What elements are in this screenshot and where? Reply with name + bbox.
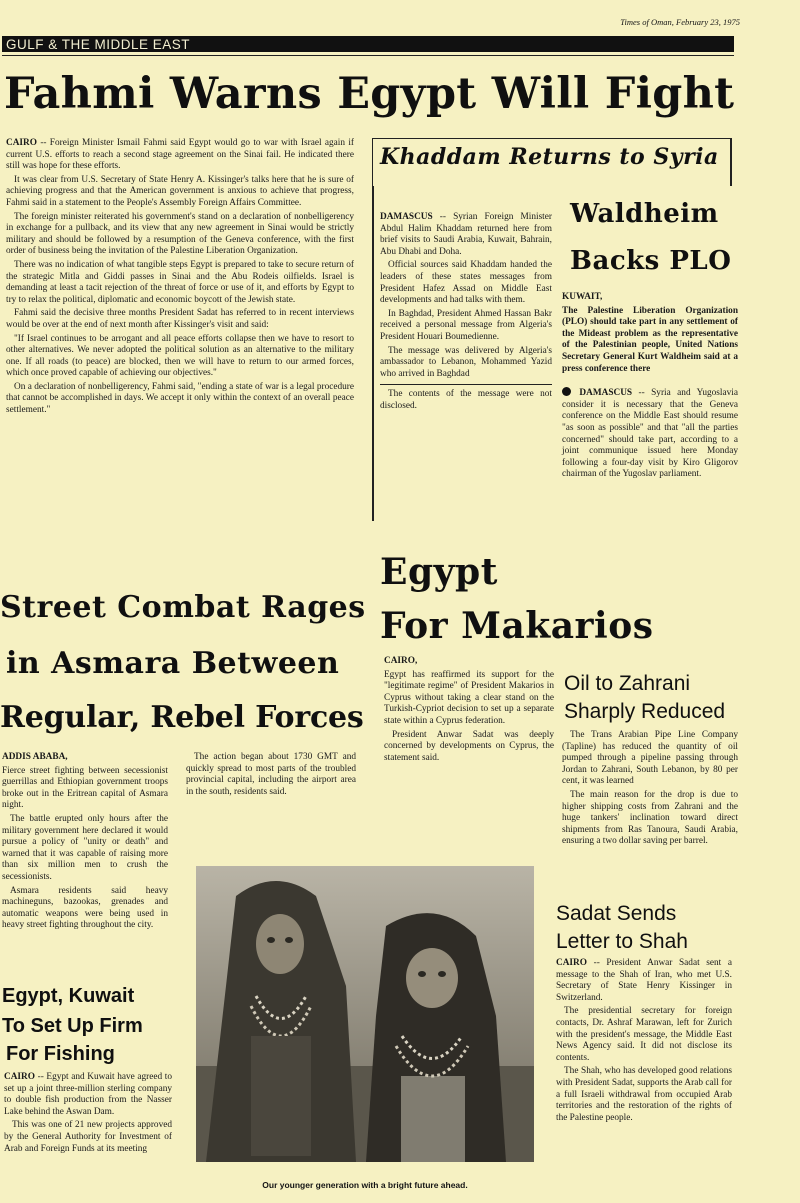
headline-oil-2: Sharply Reduced	[564, 700, 726, 723]
article-oil-body	[562, 730, 738, 850]
headline-waldheim-2: Backs PLO	[570, 246, 732, 276]
photo-illustration	[196, 866, 534, 1162]
paragraph: "If Israel continues to be arrogant and all peace efforts collapse then we have to resort to other alternatives. We never adopted the political solution as an alternative to the military one. If all roads (to peace) are blocked, then we will have to return to our armed forces, which once proved capable of achieving our objectives."	[6, 333, 354, 379]
section-banner-label: GULF & THE MIDDLE EAST	[6, 37, 191, 52]
paragraph: The Trans Arabian Pipe Line Company (Tapline) has reduced the quantity of oil pumped through a pipeline passing through Jordan to Zahrani, South Lebanon, by 80 per cent, it was learned	[562, 730, 738, 787]
article-asmara-col1	[2, 752, 168, 934]
paragraph: -- Egypt and Kuwait have agreed to set up a joint three-million sterling company to double fish production from the Nasser Lake behind the Aswan Dam.	[4, 1072, 172, 1117]
paragraph: It was clear from U.S. Secretary of State Henry A. Kissinger's talks here that he is sure of achieving progress and that the American government is anxious to achieve that progress, Fahmi said in a statement to the People's Assembly Foreign Affairs Committee.	[6, 174, 354, 208]
paragraph: -- Syria and Yugoslavia consider it is necessary that the Geneva conference on the Middle East should resume "as soon as possible" and that "all the parties concerned" should take part, according to a joint communique issued here Monday following a four-day visit by Kiro Gligorov chairman of the Yugoslav parliament.	[562, 388, 738, 480]
headline-makarios-2: For Makarios	[380, 605, 654, 647]
dateline-sadat: CAIRO	[556, 958, 587, 968]
photo-caption: Our younger generation with a bright future ahead.	[262, 1180, 468, 1190]
paragraph: The action began about 1730 GMT and quickly spread to most parts of the troubled provincial capital, including the airport area in the south, residents said.	[186, 752, 356, 797]
paragraph: Egypt has reaffirmed its support for the "legitimate regime" of President Makarios in Cyprus without taking a clear stand on the Turkish-Cypriot decision to set up a separate state within a Cyprus federation.	[384, 669, 554, 726]
paragraph: The message was delivered by Algeria's ambassador to Lebanon, Mohammed Yazid who arrived in Baghdad	[380, 345, 552, 379]
paragraph: -- Syrian Foreign Minister Abdul Halim Khaddam returned here from brief visits to Saudi Arabia, Kuwait, Bahrain, Abu Dhabi and Doha.	[380, 212, 552, 257]
bullet-icon	[562, 387, 571, 396]
headline-fahmi: Fahmi Warns Egypt Will Fight	[4, 69, 735, 119]
headline-fishing-1: Egypt, Kuwait	[2, 985, 135, 1007]
paragraph: -- Foreign Minister Ismail Fahmi said Egypt would go to war with Israel again if current U.S. efforts to reach a second stage agreement on the Sinai fail. He indicated there still was hope for these efforts.	[6, 138, 355, 172]
article-fishing-body	[4, 1072, 172, 1157]
headline-asmara-1: Street Combat Rages	[0, 590, 366, 625]
paragraph: The Palestine Liberation Organization (PLO) should take part in any settlement of the Mideast problem as the representative of the Palestinian people, United Nations Secretary General Kurt Waldheim said at a press conference there	[562, 305, 738, 374]
article-khaddam-body	[380, 212, 552, 415]
headline-fishing-2: To Set Up Firm	[2, 1015, 143, 1037]
paragraph: Fahmi said the decisive three months President Sadat has referred to in recent interviews would be over at the end of next month after Kissinger's visit and said:	[6, 308, 354, 330]
section-banner	[2, 36, 734, 52]
dateline-waldheim: KUWAIT,	[562, 292, 603, 302]
paper-date: Times of Oman, February 23, 1975	[620, 17, 740, 27]
paragraph: Official sources said Khaddam handed the leaders of these states messages from President Hafez Assad on Middle East developments and had talks with them.	[380, 260, 552, 306]
paragraph: The Shah, who has developed good relations with President Sadat, supports the Arab call for a full Israeli withdrawal from occupied Arab territories and the restoration of the rights of the Palestine people.	[556, 1066, 732, 1123]
paragraph: The presidential secretary for foreign contacts, Dr. Ashraf Marawan, left for Zurich with the president's message, the Middle East News Agency said. It did not disclose its contents.	[556, 1006, 732, 1063]
paragraph: President Anwar Sadat was deeply concerned by developments on Cyprus, the statement said.	[384, 729, 554, 763]
article-asmara-col2	[186, 752, 356, 800]
paragraph: Fierce street fighting between secessionist guerrillas and Ethiopian government troops broke out in the Eritrean capital of Asmara night.	[2, 765, 168, 811]
headline-asmara-3: Regular, Rebel Forces	[0, 700, 364, 735]
headline-makarios-1: Egypt	[380, 551, 498, 593]
paragraph: This was one of 21 new projects approved by the General Authority for Investment of Arab and Foreign Funds at its meeting	[4, 1120, 172, 1154]
khaddam-left-rule	[372, 186, 374, 521]
paragraph: The main reason for the drop is due to higher shipping costs from Zahrani and the huge tankers' inclination toward direct shipments from Ras Tanoura, Saudi Arabia, ensuring a two dollar saving per barrel.	[562, 789, 738, 847]
headline-khaddam: Khaddam Returns to Syria	[380, 144, 719, 170]
headline-sadat-1: Sadat Sends	[556, 902, 677, 925]
dateline-asmara: ADDIS ABABA,	[2, 752, 68, 762]
dateline-damascus: DAMASCUS	[579, 388, 633, 399]
paragraph: The foreign minister reiterated his government's stand on a declaration of nonbelligerency in exchange for a pullback, and its view that any new agreement in Sinai would be strictly military and should be followed by a resumption of the Geneva conference, with the first order of business being the invitation of the Palestine Liberation Organization.	[6, 211, 354, 257]
paragraph: There was no indication of what tangible steps Egypt is prepared to take to secure return of the strategic Mitla and Giddi passes in Sinai and the Abu Rodeis oilfields. Israel is demanding at least a tacit rejection of the threat of force or use of it, and efforts by Egypt to try to relax the political, diplomatic and economic boycott of the Jewish state.	[6, 259, 354, 305]
paragraph: On a declaration of nonbelligerency, Fahmi said, "ending a state of war is a legal procedure that cannot be accomplished in days. We accept it only within the context of an overall peace settlement."	[6, 381, 354, 416]
headline-oil-1: Oil to Zahrani	[564, 672, 691, 695]
article-makarios-body	[384, 656, 554, 766]
headline-fishing-3: For Fishing	[6, 1043, 115, 1065]
article-fahmi-body	[6, 138, 354, 419]
dateline-makarios: CAIRO,	[384, 656, 418, 666]
paragraph: Asmara residents said heavy machineguns, bazookas, grenades and automatic weapons were being used in heavy street fighting throughout the city.	[2, 885, 168, 931]
khaddam-box-right	[730, 138, 732, 186]
photo-children	[196, 866, 534, 1162]
paragraph: In Baghdad, President Ahmed Hassan Bakr received a personal message from Algeria's President Houari Boumedienne.	[380, 308, 552, 342]
article-waldheim-body	[562, 292, 738, 483]
headline-sadat-2: Letter to Shah	[556, 930, 688, 953]
khaddam-divider	[380, 384, 552, 385]
headline-waldheim-1: Waldheim	[570, 199, 719, 229]
headline-asmara-2: in Asmara Between	[6, 646, 340, 681]
paragraph: -- President Anwar Sadat sent a message to the Shah of Iran, who met U.S. Secretary of State Henry Kissinger in Switzerland.	[556, 958, 732, 1003]
paragraph: The battle erupted only hours after the military government here declared it would pursue a policy of "unity or death" and warned that it was capable of raising more than six million men to crush the secessionists.	[2, 813, 168, 882]
banner-underline	[2, 55, 734, 56]
dateline-fishing: CAIRO	[4, 1072, 35, 1082]
paragraph: The contents of the message were not disclosed.	[380, 389, 552, 411]
dateline-khaddam: DAMASCUS	[380, 212, 433, 222]
article-sadat-body	[556, 958, 732, 1126]
dateline-fahmi: CAIRO	[6, 138, 37, 148]
